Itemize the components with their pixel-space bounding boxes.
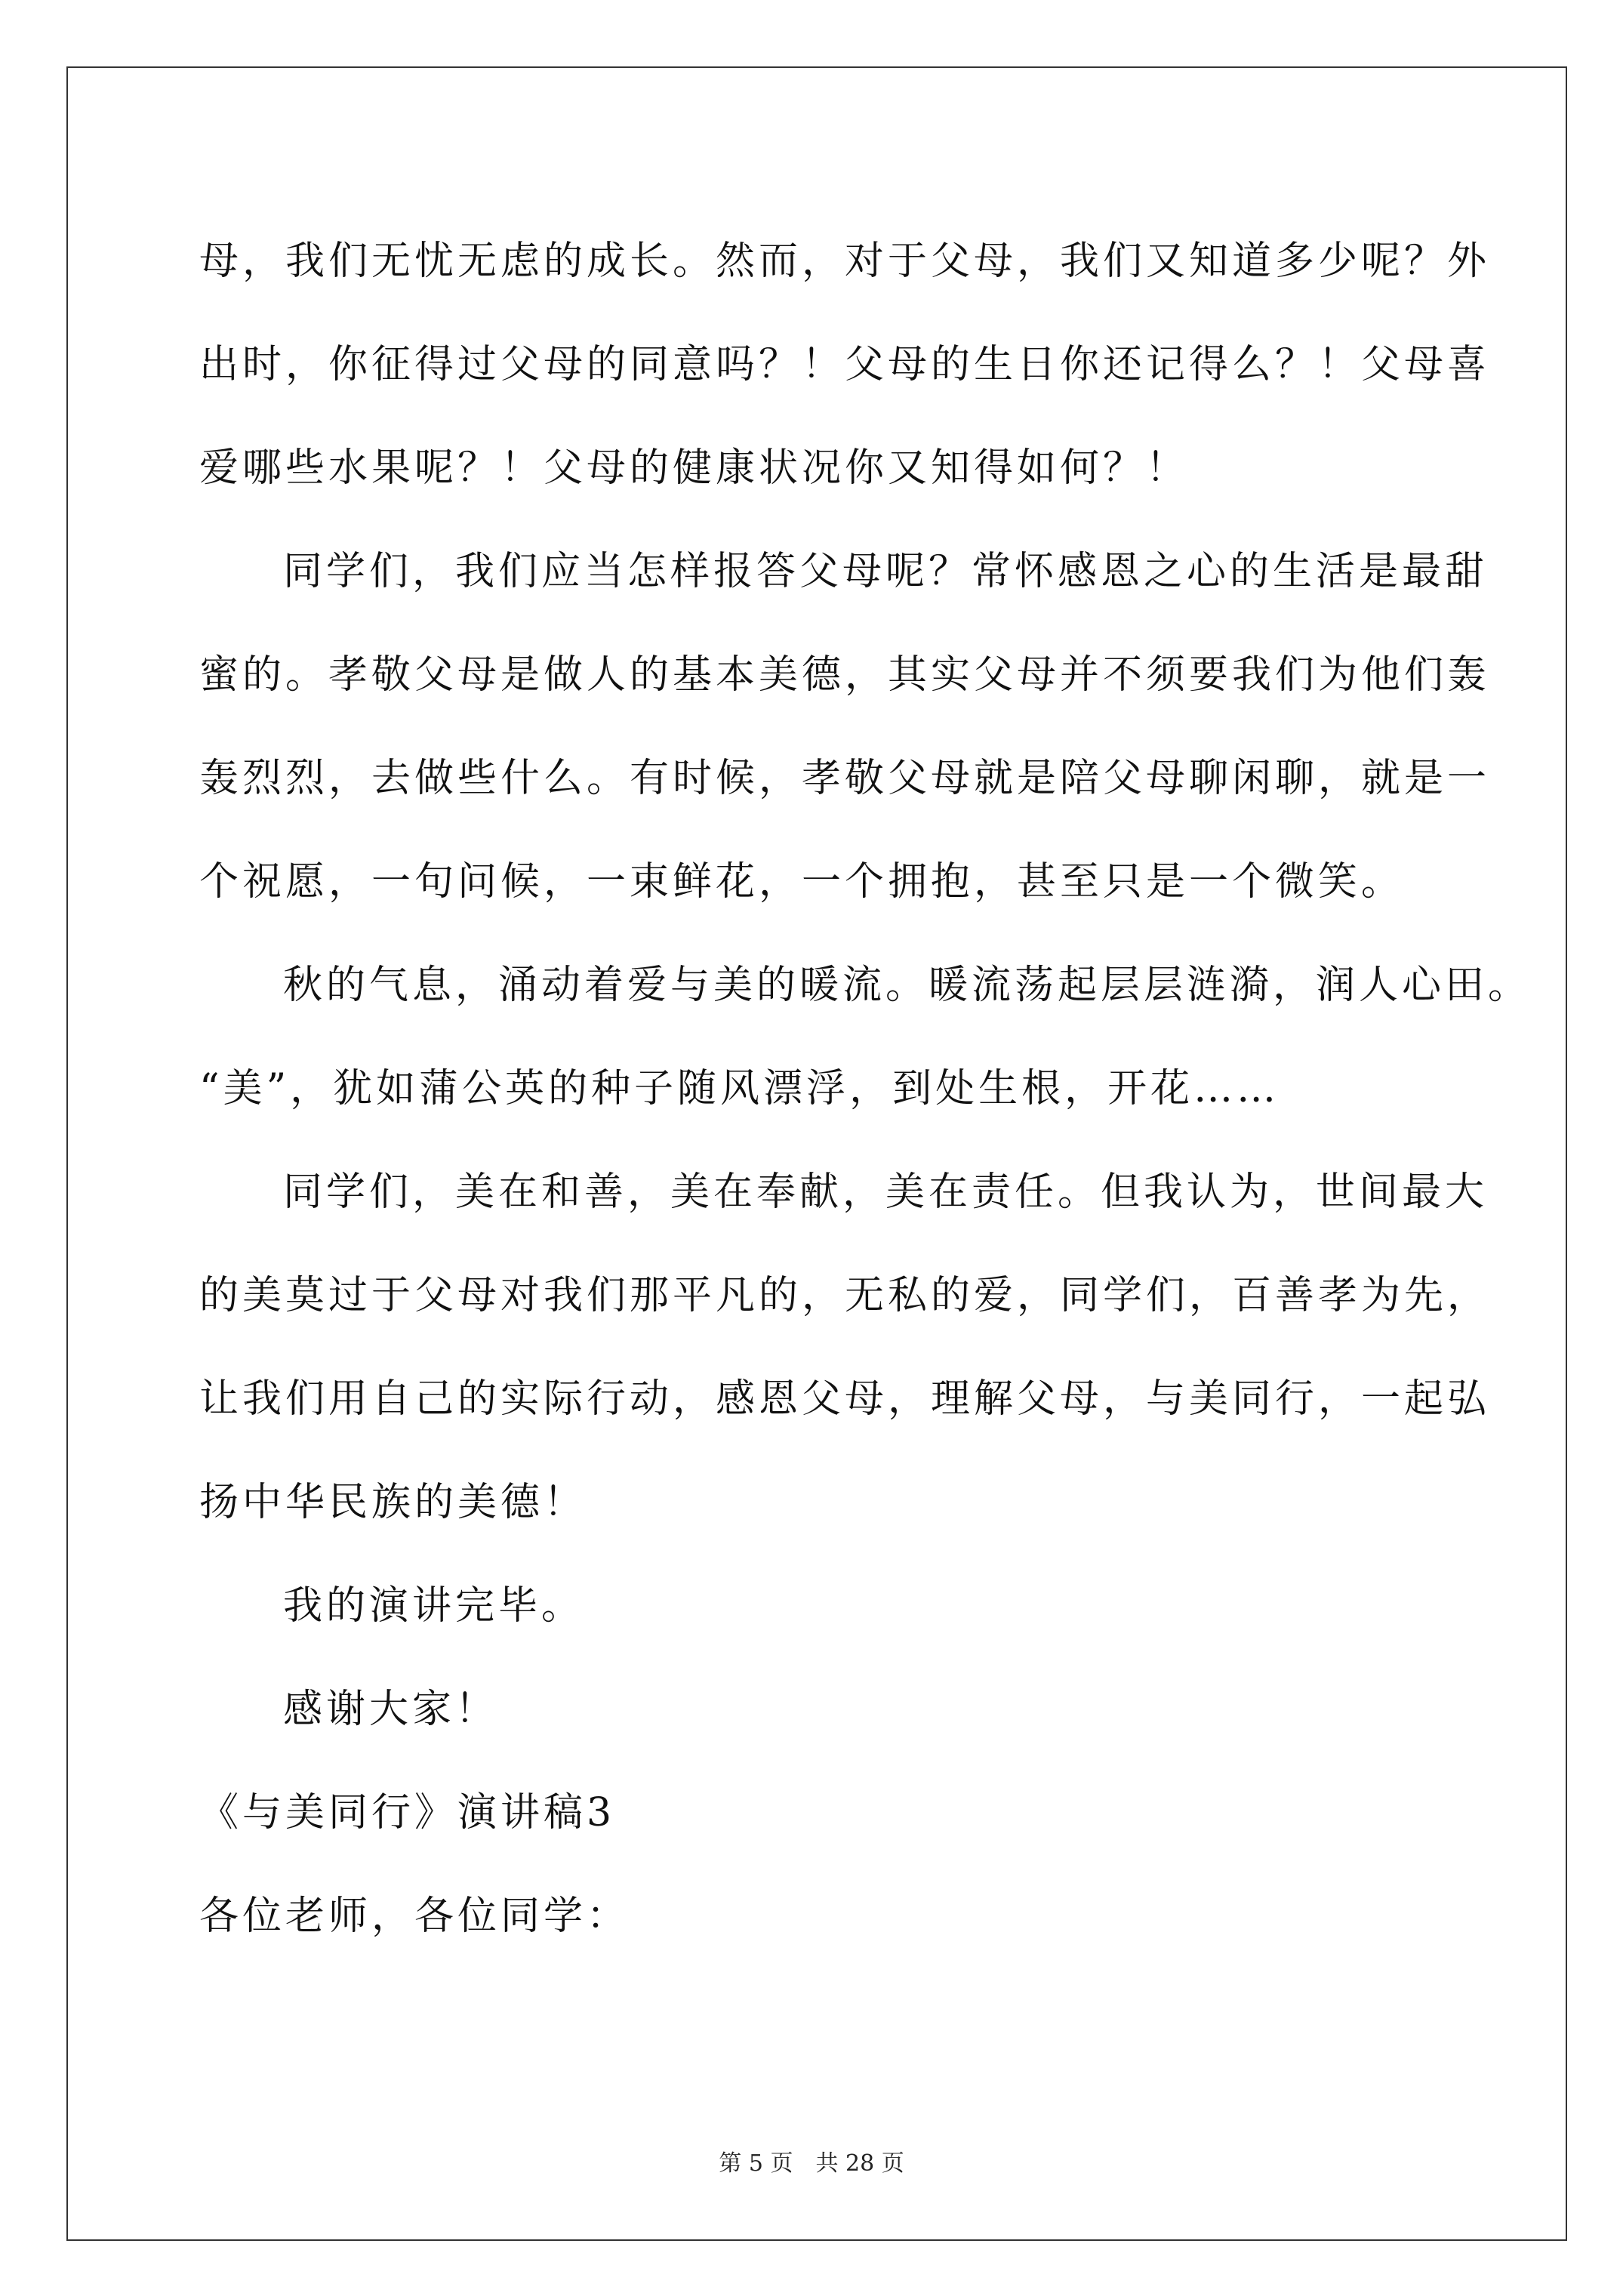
text-line-14: 我的演讲完毕。 <box>283 1583 585 1629</box>
text-line-13: 扬中华民族的美德！ <box>199 1480 587 1525</box>
text-line-5: 蜜的。孝敬父母是做人的基本美德，其实父母并不须要我们为他们轰 <box>199 652 1491 698</box>
salutation: 各位老师，各位同学： <box>199 1894 630 1939</box>
text-line-8: 秋的气息，涌动着爱与美的暖流。暖流荡起层层涟漪，润人心田。 <box>283 963 1532 1008</box>
text-line-4: 同学们，我们应当怎样报答父母呢？常怀感恩之心的生活是最甜 <box>283 549 1489 594</box>
document-body <box>199 210 1532 1968</box>
text-line-12: 让我们用自己的实际行动，感恩父母，理解父母，与美同行，一起弘 <box>199 1376 1491 1422</box>
text-line-6: 轰烈烈，去做些什么。有时候，孝敬父母就是陪父母聊闲聊，就是一 <box>199 756 1491 801</box>
text-line-9: “美”，犹如蒲公英的种子随风漂浮，到处生根，开花…… <box>199 1066 1280 1111</box>
text-line-3: 爱哪些水果呢？！父母的健康状况你又知得如何？！ <box>199 445 1190 491</box>
section-title: 《与美同行》演讲稿3 <box>199 1790 616 1835</box>
text-line-11: 的美莫过于父母对我们那平凡的，无私的爱，同学们，百善孝为先， <box>199 1273 1491 1318</box>
text-line-2: 出时，你征得过父母的同意吗？！父母的生日你还记得么？！父母喜 <box>199 342 1491 387</box>
text-line-15: 感谢大家！ <box>283 1687 499 1732</box>
page-number-footer: 第 5 页 共 28 页 <box>719 2150 904 2177</box>
text-line-1: 母，我们无忧无虑的成长。然而，对于父母，我们又知道多少呢？外 <box>199 239 1491 284</box>
text-line-10: 同学们，美在和善，美在奉献，美在责任。但我认为，世间最大 <box>283 1170 1489 1215</box>
text-line-7: 个祝愿，一句问候，一束鲜花，一个拥抱，甚至只是一个微笑。 <box>199 859 1405 905</box>
